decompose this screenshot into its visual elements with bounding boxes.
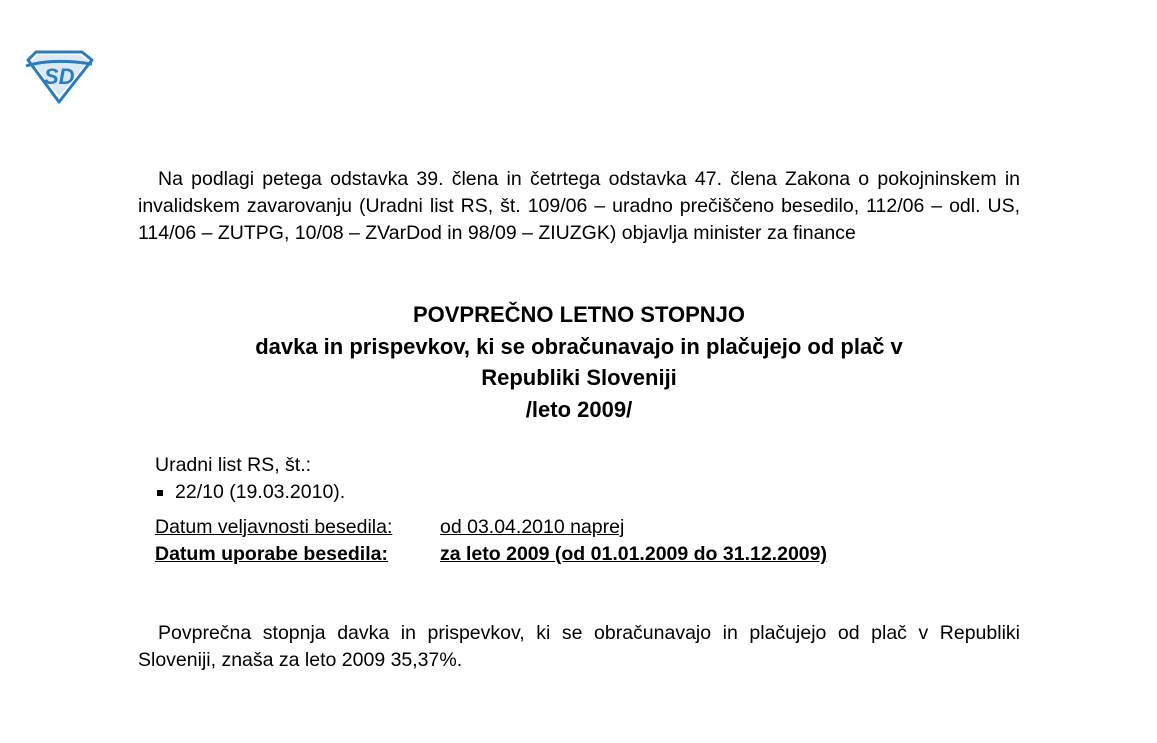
title-line-4: /leto 2009/ bbox=[525, 396, 633, 422]
usage-label: Datum uporabe besedila: bbox=[155, 543, 388, 565]
validity-block bbox=[155, 514, 827, 568]
validity-label: Datum veljavnosti besedila: bbox=[155, 516, 393, 538]
gazette-item-text: 22/10 (19.03.2010). bbox=[175, 481, 346, 503]
validity-row bbox=[155, 514, 827, 541]
gazette-reference bbox=[155, 452, 345, 506]
gazette-item bbox=[155, 479, 345, 506]
title-line-2: davka in prispevkov, ki se obračunavajo in plačujejo od plač v bbox=[255, 333, 903, 359]
document-title bbox=[138, 299, 1020, 425]
sd-logo bbox=[22, 50, 96, 104]
usage-row bbox=[155, 541, 827, 568]
title-line-3: Republiki Sloveniji bbox=[481, 365, 677, 390]
title-line-1: POVPREČNO LETNO STOPNJO bbox=[412, 302, 746, 327]
intro-paragraph: Na podlagi petega odstavka 39. člena in četrtega odstavka 47. člena Zakona o pokojninskem in invalidskem zavarovanju (Uradni list RS, št. 109/06 – uradno prečiščeno besedilo, 112/06 – odl. US, 114/06 – ZUTPG, 10/08 – ZVarDod in 98/09 – ZIUZGK) objavlja minister za finance bbox=[138, 168, 1020, 244]
bullet-icon bbox=[157, 490, 163, 496]
gazette-label: Uradni list RS, št.: bbox=[155, 454, 312, 476]
logo-letters: SD bbox=[44, 64, 75, 89]
usage-value: za leto 2009 (od 01.01.2009 do 31.12.2009) bbox=[440, 543, 827, 565]
validity-value: od 03.04.2010 naprej bbox=[440, 516, 625, 538]
result-paragraph: Povprečna stopnja davka in prispevkov, ki se obračunavajo in plačujejo od plač v Republiki Sloveniji, znaša za leto 2009 35,37%. bbox=[138, 622, 1020, 671]
